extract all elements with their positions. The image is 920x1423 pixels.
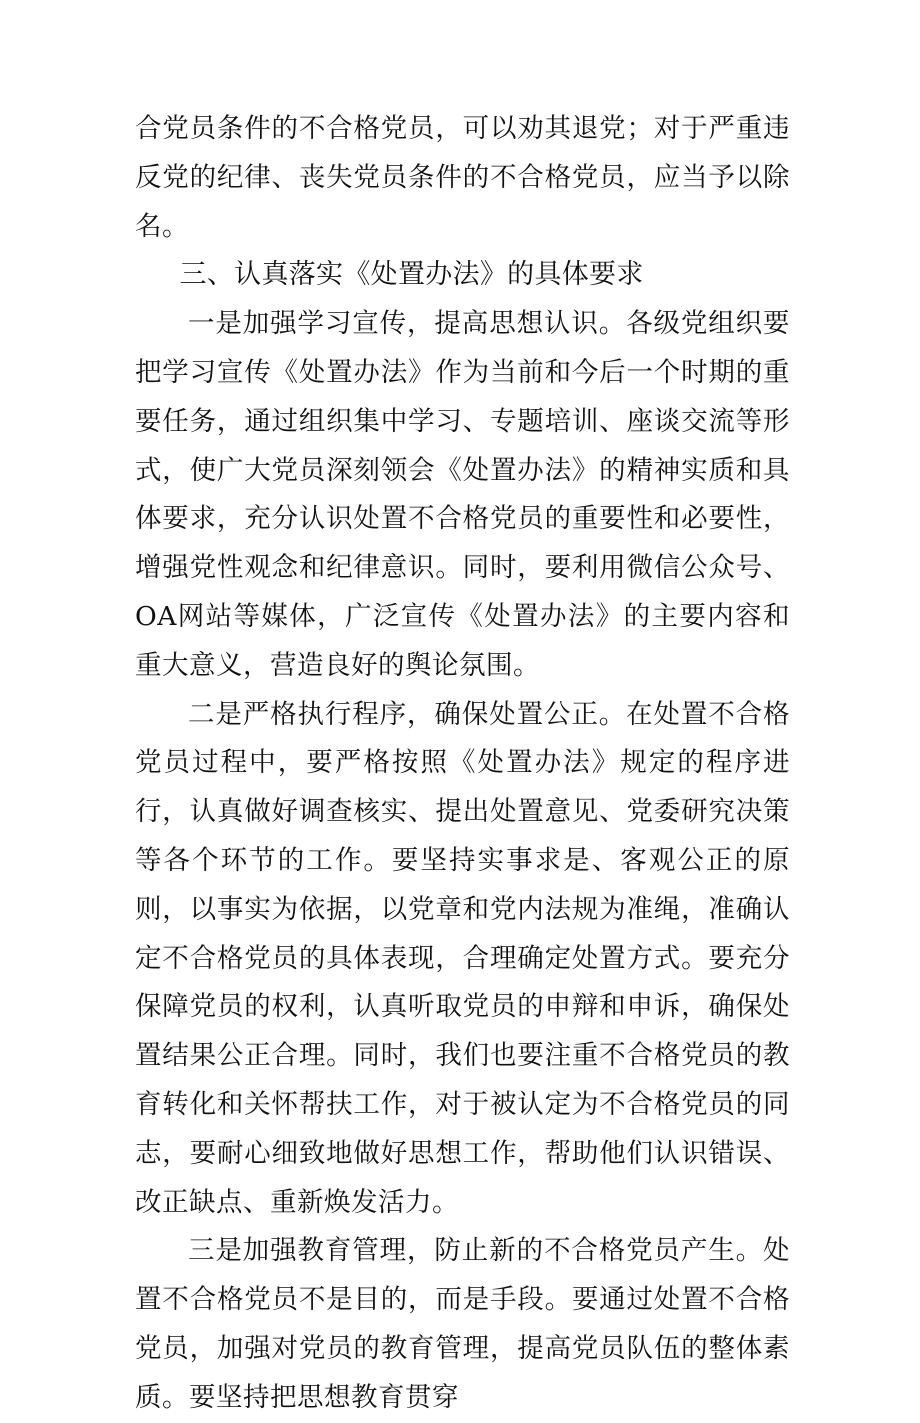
document-body — [135, 105, 790, 1423]
paragraph-strict-procedure: 二是严格执行程序，确保处置公正。在处置不合格党员过程中，要严格按照《处置办法》规定的程序进行，认真做好调查核实、提出处置意见、党委研究决策等各个环节的工作。要坚持实事求是、客观公正的原则，以事实为依据，以党章和党内法规为准绳，准确认定不合格党员的具体表现，合理确定处置方式。要充分保障党员的权利，认真听取党员的申辩和申诉，确保处置结果公正合理。同时，我们也要注重不合格党员的教育转化和关怀帮扶工作，对于被认定为不合格党员的同志，要耐心细致地做好思想工作，帮助他们认识错误、改正缺点、重新焕发活力。 — [135, 698, 790, 1218]
paragraph-continuation: 合党员条件的不合格党员，可以劝其退党；对于严重违反党的纪律、丧失党员条件的不合格党员，应当予以除名。 — [135, 113, 790, 242]
paragraph-education-management: 三是加强教育管理，防止新的不合格党员产生。处置不合格党员不是目的，而是手段。要通过处置不合格党员，加强对党员的教育管理，提高党员队伍的整体素质。要坚持把思想教育贯穿 — [135, 1235, 790, 1413]
paragraph-study-promotion: 一是加强学习宣传，提高思想认识。各级党组织要把学习宣传《处置办法》作为当前和今后一个时期的重要任务，通过组织集中学习、专题培训、座谈交流等形式，使广大党员深刻领会《处置办法》的精神实质和具体要求，充分认识处置不合格党员的重要性和必要性，增强党性观念和纪律意识。同时，要利用微信公众号、OA网站等媒体，广泛宣传《处置办法》的主要内容和重大意义，营造良好的舆论氛围。 — [135, 308, 790, 681]
section-heading: 三、认真落实《处置办法》的具体要求 — [179, 259, 644, 291]
